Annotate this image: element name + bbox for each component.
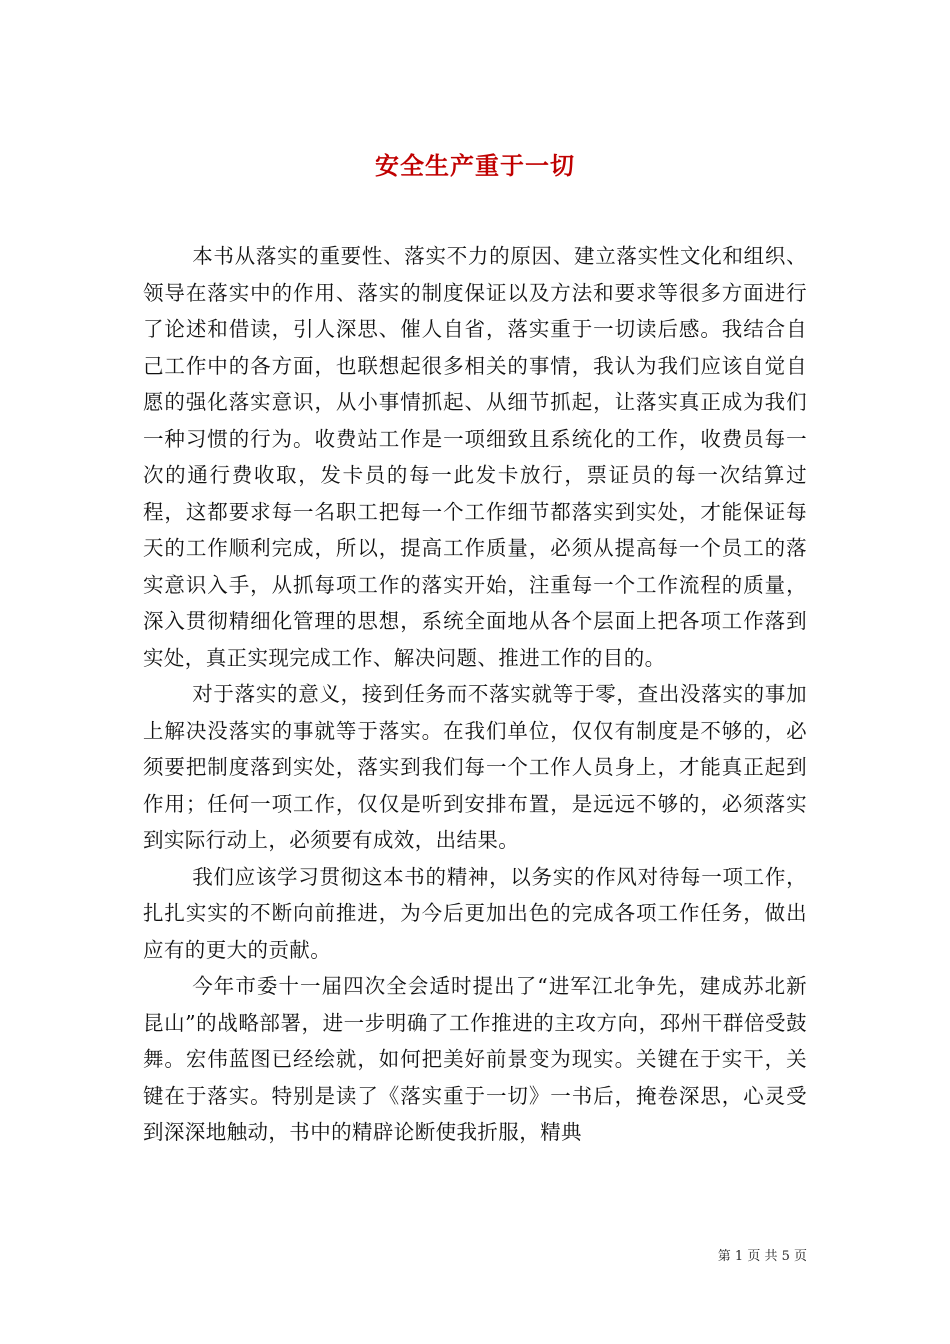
paragraph-2: 对于落实的意义，接到任务而不落实就等于零，查出没落实的事加上解决没落实的事就等于落实。在我们单位，仅仅有制度是不够的，必须要把制度落到实处，落实到我们每一个工作人员身上，才能真正起到作用；任何一项工作，仅仅是听到安排布置，是远远不够的，必须落实到实际行动上，必须要有成效，出结果。 [143, 682, 807, 852]
document-title: 安全生产重于一切 [375, 151, 575, 181]
page-number: 第 1 页 共 5 页 [717, 1249, 807, 1264]
paragraph-3: 我们应该学习贯彻这本书的精神，以务实的作风对待每一项工作，扎扎实实的不断向前推进，为今后更加出色的完成各项工作任务，做出应有的更大的贡献。 [143, 864, 807, 962]
paragraph-4: 今年市委十一届四次全会适时提出了“进军江北争先，建成苏北新昆山”的战略部署，进一步明确了工作推进的主攻方向，邳州干群倍受鼓舞。宏伟蓝图已经绘就，如何把美好前景变为现实。关键在于实干，关键在于落实。特别是读了《落实重于一切》一书后，掩卷深思，心灵受到深深地触动，书中的精辟论断使我折服，精典 [143, 974, 807, 1144]
paragraph-1: 本书从落实的重要性、落实不力的原因、建立落实性文化和组织、领导在落实中的作用、落实的制度保证以及方法和要求等很多方面进行了论述和借读，引人深思、催人自省，落实重于一切读后感。我结合自己工作中的各方面，也联想起很多相关的事情，我认为我们应该自觉自愿的强化落实意识，从小事情抓起、从细节抓起，让落实真正成为我们一种习惯的行为。收费站工作是一项细致且系统化的工作，收费员每一次的通行费收取，发卡员的每一此发卡放行，票证员的每一次结算过程，这都要求每一名职工把每一个工作细节都落实到实处，才能保证每天的工作顺利完成，所以，提高工作质量，必须从提高每一个员工的落实意识入手，从抓每项工作的落实开始，注重每一个工作流程的质量，深入贯彻精细化管理的思想，系统全面地从各个层面上把各项工作落到实处，真正实现完成工作、解决问题、推进工作的目的。 [143, 244, 807, 670]
document-body [143, 238, 807, 1151]
